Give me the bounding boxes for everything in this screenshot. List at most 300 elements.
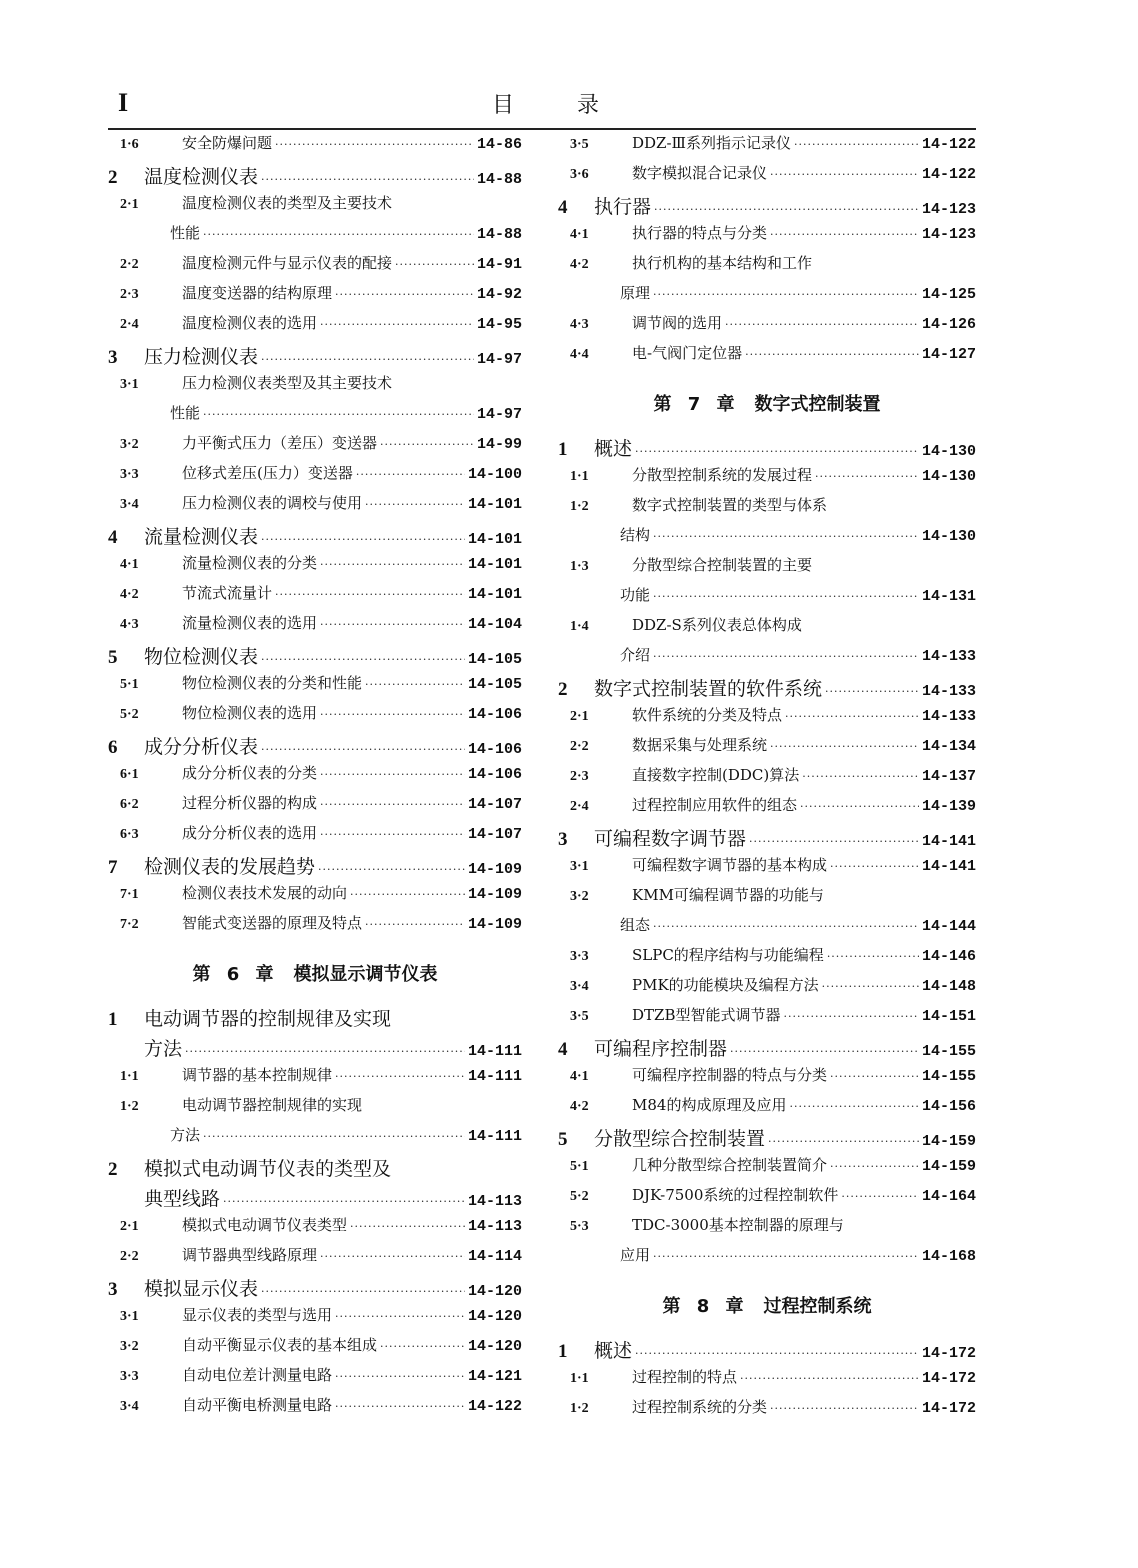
toc-subsection-entry — [108, 1064, 522, 1094]
toc-subsection-entry — [108, 1304, 522, 1334]
entry-page: 14-148 — [921, 978, 976, 995]
entry-number: 5·1 — [570, 1159, 589, 1174]
entry-number: 1·6 — [120, 137, 139, 152]
entry-page: 14-88 — [476, 171, 522, 188]
entry-title: 执行机构的基本结构和工作 — [632, 254, 813, 272]
dot-leader — [261, 1285, 465, 1298]
dot-leader — [725, 318, 919, 331]
entry-number: 3·4 — [120, 497, 139, 512]
dot-leader — [335, 288, 474, 301]
entry-title: 自动电位差计测量电路 — [182, 1366, 333, 1384]
toc-subsection-entry — [558, 704, 976, 734]
toc-subsection-entry — [558, 312, 976, 342]
entry-number: 4·3 — [570, 317, 589, 332]
entry-page: 14-144 — [921, 918, 976, 935]
entry-page: 14-123 — [921, 226, 976, 243]
toc-section-entry — [108, 522, 522, 552]
entry-title: 软件系统的分类及特点 — [632, 706, 783, 724]
entry-title: 流量检测仪表 — [144, 526, 259, 548]
entry-number: 2·1 — [120, 1219, 139, 1234]
dot-leader — [203, 1130, 465, 1143]
entry-title: 结构 — [620, 526, 651, 544]
entry-title: 电-气阀门定位器 — [632, 344, 743, 362]
entry-page: 14-172 — [921, 1400, 976, 1417]
entry-number: 3 — [108, 1279, 118, 1300]
toc-subsection-entry — [108, 282, 522, 312]
toc-subsection-entry — [558, 494, 976, 524]
dot-leader — [320, 768, 465, 781]
entry-number: 2·4 — [120, 317, 139, 332]
entry-title: 显示仪表的类型与选用 — [182, 1306, 333, 1324]
dot-leader — [802, 770, 919, 783]
entry-number: 1·2 — [120, 1099, 139, 1114]
entry-number: 7 — [108, 857, 118, 878]
entry-number: 2·3 — [120, 287, 139, 302]
entry-page: 14-106 — [467, 766, 522, 783]
dot-leader — [275, 588, 465, 601]
toc-subsection-entry — [108, 582, 522, 612]
toc-section-entry — [558, 824, 976, 854]
toc-subsection-entry — [558, 1094, 976, 1124]
dot-leader — [800, 800, 919, 813]
entry-title: SLPC的程序结构与功能编程 — [632, 946, 824, 964]
toc-section-entry — [108, 642, 522, 672]
entry-title: 执行器 — [594, 196, 652, 218]
entry-number: 6·1 — [120, 767, 139, 782]
dot-leader — [320, 318, 474, 331]
toc-subsection-entry — [108, 792, 522, 822]
dot-leader — [785, 710, 919, 723]
entry-title: 模拟显示仪表 — [144, 1278, 259, 1300]
dot-leader — [350, 1220, 465, 1233]
entry-page: 14-127 — [921, 346, 976, 363]
entry-page: 14-111 — [467, 1128, 522, 1145]
entry-number: 4·2 — [120, 587, 139, 602]
entry-page: 14-164 — [921, 1188, 976, 1205]
entry-title: 性能 — [170, 404, 201, 422]
entry-number: 1·1 — [570, 469, 589, 484]
entry-page: 14-109 — [467, 916, 522, 933]
toc-subsection-entry — [558, 764, 976, 794]
toc-subsection-entry — [558, 464, 976, 494]
entry-title: 分散型综合控制装置 — [594, 1128, 766, 1150]
toc-subsection-entry — [108, 882, 522, 912]
entry-number: 1·1 — [570, 1371, 589, 1386]
toc-subsection-entry — [108, 252, 522, 282]
dot-leader — [822, 980, 919, 993]
dot-leader — [830, 1160, 919, 1173]
dot-leader — [653, 1250, 919, 1263]
entry-title: 温度检测仪表的类型及主要技术 — [182, 194, 393, 212]
entry-title: DDZ-S系列仪表总体构成 — [632, 616, 802, 634]
toc-subsection-entry — [108, 402, 522, 432]
entry-number: 1·3 — [570, 559, 589, 574]
entry-page: 14-120 — [467, 1308, 522, 1325]
dot-leader — [335, 1370, 465, 1383]
entry-page: 14-141 — [921, 858, 976, 875]
entry-title: 调节器典型线路原理 — [182, 1246, 318, 1264]
entry-number: 4·4 — [570, 347, 589, 362]
entry-title: 可编程序控制器 — [594, 1038, 728, 1060]
entry-title: 力平衡式压力（差压）变送器 — [182, 434, 378, 452]
entry-title: 数字模拟混合记录仪 — [632, 164, 768, 182]
entry-title: 成分分析仪表 — [144, 736, 259, 758]
dot-leader — [365, 498, 465, 511]
dot-leader — [654, 203, 919, 216]
entry-number: 3·1 — [120, 377, 139, 392]
entry-number: 2·2 — [570, 739, 589, 754]
toc-subsection-entry — [558, 1004, 976, 1034]
toc-subsection-entry — [558, 644, 976, 674]
entry-page: 14-159 — [921, 1158, 976, 1175]
entry-page: 14-105 — [467, 651, 522, 668]
entry-page: 14-159 — [921, 1133, 976, 1150]
toc-subsection-entry — [558, 342, 976, 372]
entry-number: 2·2 — [120, 1249, 139, 1264]
entry-title: 位移式差压(压力）变送器 — [182, 464, 353, 482]
toc-subsection-entry — [558, 974, 976, 1004]
dot-leader — [380, 1340, 465, 1353]
toc-subsection-entry — [108, 702, 522, 732]
entry-title: 安全防爆问题 — [182, 134, 273, 152]
entry-title: 组态 — [620, 916, 651, 934]
entry-title: 压力检测仪表的调校与使用 — [182, 494, 363, 512]
toc-subsection-entry — [108, 1124, 522, 1154]
entry-page: 14-137 — [921, 768, 976, 785]
page-title: 目 录 — [492, 93, 627, 118]
entry-number: 6·3 — [120, 827, 139, 842]
entry-number: 3·5 — [570, 1009, 589, 1024]
entry-number: 1·1 — [120, 1069, 139, 1084]
entry-title: 温度检测仪表 — [144, 166, 259, 188]
entry-title: 过程分析仪器的构成 — [182, 794, 318, 812]
dot-leader — [275, 138, 474, 151]
toc-left-column — [108, 132, 522, 1424]
entry-page: 14-126 — [921, 316, 976, 333]
toc-section-entry — [558, 674, 976, 704]
entry-page: 14-122 — [921, 136, 976, 153]
toc-section-entry — [558, 1336, 976, 1366]
entry-number: 1 — [558, 439, 568, 460]
entry-title: TDC-3000基本控制器的原理与 — [632, 1216, 844, 1234]
toc-subsection-entry — [108, 222, 522, 252]
entry-page: 14-134 — [921, 738, 976, 755]
dot-leader — [318, 863, 465, 876]
dot-leader — [261, 533, 465, 546]
toc-subsection-entry — [108, 912, 522, 942]
toc-subsection-entry — [108, 312, 522, 342]
entry-title: PMK的功能模块及编程方法 — [632, 976, 819, 994]
entry-page: 14-91 — [476, 256, 522, 273]
entry-number: 2·1 — [120, 197, 139, 212]
entry-page: 14-101 — [467, 531, 522, 548]
dot-leader — [830, 1070, 919, 1083]
entry-page: 14-113 — [467, 1218, 522, 1235]
entry-page: 14-168 — [921, 1248, 976, 1265]
page-number: I — [118, 88, 129, 117]
entry-title: 节流式流量计 — [182, 584, 273, 602]
entry-page: 14-113 — [467, 1193, 522, 1210]
entry-title: 可编程数字调节器的基本构成 — [632, 856, 828, 874]
dot-leader — [770, 168, 919, 181]
toc-subsection-entry — [558, 734, 976, 764]
toc-subsection-entry — [558, 794, 976, 824]
dot-leader — [261, 653, 465, 666]
entry-page: 14-101 — [467, 556, 522, 573]
chapter-heading — [558, 372, 976, 434]
entry-page: 14-156 — [921, 1098, 976, 1115]
entry-page: 14-97 — [476, 351, 522, 368]
dot-leader — [749, 835, 919, 848]
entry-number: 1 — [108, 1009, 118, 1030]
entry-page: 14-120 — [467, 1283, 522, 1300]
entry-title: 自动平衡显示仪表的基本组成 — [182, 1336, 378, 1354]
entry-title: 可编程数字调节器 — [594, 828, 747, 850]
entry-number: 6 — [108, 737, 118, 758]
toc-subsection-entry — [558, 1366, 976, 1396]
dot-leader — [841, 1190, 919, 1203]
entry-number: 5 — [558, 1129, 568, 1150]
dot-leader — [825, 685, 919, 698]
toc-subsection-entry — [558, 1064, 976, 1094]
toc-section-entry — [108, 732, 522, 762]
toc-subsection-entry — [558, 132, 976, 162]
entry-title: 调节阀的选用 — [632, 314, 723, 332]
toc-subsection-entry — [558, 1154, 976, 1184]
entry-number: 3·2 — [120, 1339, 139, 1354]
entry-number: 3·3 — [570, 949, 589, 964]
entry-number: 3 — [558, 829, 568, 850]
entry-title: 温度检测仪表的选用 — [182, 314, 318, 332]
dot-leader — [320, 558, 465, 571]
toc-subsection-entry — [108, 492, 522, 522]
toc-section-entry — [558, 1034, 976, 1064]
entry-title: 分散型综合控制装置的主要 — [632, 556, 813, 574]
toc-subsection-entry — [108, 432, 522, 462]
dot-leader — [261, 173, 474, 186]
toc-subsection-entry — [108, 372, 522, 402]
entry-title: 检测仪表的发展趋势 — [144, 856, 316, 878]
toc-subsection-entry — [558, 554, 976, 584]
entry-page: 14-114 — [467, 1248, 522, 1265]
chapter-title: 过程控制系统 — [763, 1296, 872, 1317]
entry-page: 14-121 — [467, 1368, 522, 1385]
toc-subsection-entry — [558, 854, 976, 884]
entry-page: 14-109 — [467, 886, 522, 903]
entry-page: 14-172 — [921, 1370, 976, 1387]
header-rule — [108, 128, 976, 130]
entry-title: 数据采集与处理系统 — [632, 736, 768, 754]
entry-title: 分散型控制系统的发展过程 — [632, 466, 813, 484]
entry-number: 3·1 — [570, 859, 589, 874]
toc-subsection-entry — [108, 822, 522, 852]
toc-subsection-entry — [558, 282, 976, 312]
entry-number: 3·2 — [570, 889, 589, 904]
entry-number: 4·1 — [570, 227, 589, 242]
dot-leader — [261, 743, 465, 756]
toc-section-entry — [108, 1184, 522, 1214]
dot-leader — [783, 1010, 919, 1023]
toc-subsection-entry — [108, 462, 522, 492]
dot-leader — [320, 1250, 465, 1263]
dot-leader — [350, 888, 465, 901]
dot-leader — [203, 228, 474, 241]
entry-number: 6·2 — [120, 797, 139, 812]
toc-subsection-entry — [108, 1334, 522, 1364]
entry-title: 方法 — [144, 1038, 183, 1060]
dot-leader — [335, 1310, 465, 1323]
dot-leader — [653, 650, 919, 663]
chapter-heading — [108, 942, 522, 1004]
entry-page: 14-88 — [476, 226, 522, 243]
entry-title: 介绍 — [620, 646, 651, 664]
entry-number: 7·1 — [120, 887, 139, 902]
entry-page: 14-101 — [467, 496, 522, 513]
entry-number: 5·2 — [570, 1189, 589, 1204]
entry-title: 温度检测元件与显示仪表的配接 — [182, 254, 393, 272]
entry-number: 3·4 — [570, 979, 589, 994]
chapter-title: 数字式控制装置 — [754, 394, 881, 415]
toc-section-entry — [558, 434, 976, 464]
entry-title: 电动调节器的控制规律及实现 — [144, 1008, 392, 1030]
entry-number: 3·5 — [570, 137, 589, 152]
chapter-title: 模拟显示调节仪表 — [293, 964, 438, 985]
entry-title: 概述 — [594, 438, 633, 460]
entry-page: 14-111 — [467, 1068, 522, 1085]
entry-title: 直接数字控制(DDC)算法 — [632, 766, 800, 784]
entry-title: 模拟式电动调节仪表类型 — [182, 1216, 348, 1234]
dot-leader — [335, 1400, 465, 1413]
dot-leader — [320, 828, 465, 841]
toc-subsection-entry — [558, 1214, 976, 1244]
toc-subsection-entry — [558, 1184, 976, 1214]
entry-number: 1·4 — [570, 619, 589, 634]
toc-subsection-entry — [558, 222, 976, 252]
entry-title: 物位检测仪表的选用 — [182, 704, 318, 722]
entry-title: 性能 — [170, 224, 201, 242]
dot-leader — [335, 1070, 465, 1083]
entry-number: 1 — [558, 1341, 568, 1362]
toc-subsection-entry — [558, 944, 976, 974]
entry-title: 检测仪表技术发展的动向 — [182, 884, 348, 902]
entry-page: 14-106 — [467, 706, 522, 723]
chapter-number: 第 7 章 — [653, 394, 735, 415]
entry-page: 14-109 — [467, 861, 522, 878]
dot-leader — [770, 228, 919, 241]
entry-title: 模拟式电动调节仪表的类型及 — [144, 1158, 392, 1180]
entry-title: 功能 — [620, 586, 651, 604]
entry-number: 5·1 — [120, 677, 139, 692]
dot-leader — [635, 1347, 919, 1360]
chapter-number: 第 6 章 — [192, 964, 274, 985]
entry-number: 2·3 — [570, 769, 589, 784]
dot-leader — [380, 438, 474, 451]
entry-page: 14-104 — [467, 616, 522, 633]
toc-subsection-entry — [108, 1214, 522, 1244]
toc-section-entry — [108, 1154, 522, 1184]
entry-page: 14-125 — [921, 286, 976, 303]
toc-subsection-entry — [108, 612, 522, 642]
entry-page: 14-123 — [921, 201, 976, 218]
entry-page: 14-100 — [467, 466, 522, 483]
dot-leader — [261, 353, 474, 366]
entry-number: 4 — [108, 527, 118, 548]
dot-leader — [794, 138, 919, 151]
entry-title: 几种分散型综合控制装置简介 — [632, 1156, 828, 1174]
entry-number: 5·3 — [570, 1219, 589, 1234]
entry-page: 14-130 — [921, 528, 976, 545]
entry-page: 14-95 — [476, 316, 522, 333]
entry-number: 3 — [108, 347, 118, 368]
chapter-number: 第 8 章 — [662, 1296, 744, 1317]
entry-page: 14-122 — [467, 1398, 522, 1415]
entry-title: DJK-7500系统的过程控制软件 — [632, 1186, 839, 1204]
toc-section-entry — [108, 852, 522, 882]
dot-leader — [770, 740, 919, 753]
dot-leader — [653, 590, 919, 603]
entry-title: 概述 — [594, 1340, 633, 1362]
entry-number: 2 — [108, 167, 118, 188]
toc-subsection-entry — [558, 1244, 976, 1274]
entry-number: 5·2 — [120, 707, 139, 722]
dot-leader — [320, 618, 465, 631]
entry-title: 过程控制应用软件的组态 — [632, 796, 798, 814]
dot-leader — [789, 1100, 919, 1113]
dot-leader — [768, 1135, 919, 1148]
entry-number: 4·3 — [120, 617, 139, 632]
dot-leader — [653, 920, 919, 933]
entry-page: 14-146 — [921, 948, 976, 965]
entry-number: 3·3 — [120, 1369, 139, 1384]
entry-number: 4·2 — [570, 257, 589, 272]
entry-number: 4·1 — [570, 1069, 589, 1084]
dot-leader — [203, 408, 474, 421]
entry-number: 2·1 — [570, 709, 589, 724]
entry-page: 14-111 — [467, 1043, 522, 1060]
toc-section-entry — [108, 1004, 522, 1034]
entry-title: 温度变送器的结构原理 — [182, 284, 333, 302]
toc-section-entry — [558, 192, 976, 222]
dot-leader — [320, 798, 465, 811]
entry-page: 14-133 — [921, 648, 976, 665]
dot-leader — [185, 1045, 465, 1058]
dot-leader — [365, 918, 465, 931]
dot-leader — [770, 1402, 919, 1415]
entry-page: 14-155 — [921, 1068, 976, 1085]
entry-number: 4 — [558, 1039, 568, 1060]
entry-number: 3·2 — [120, 437, 139, 452]
entry-page: 14-130 — [921, 468, 976, 485]
entry-page: 14-106 — [467, 741, 522, 758]
entry-page: 14-130 — [921, 443, 976, 460]
toc-right-column — [558, 132, 976, 1426]
entry-title: 自动平衡电桥测量电路 — [182, 1396, 333, 1414]
entry-page: 14-133 — [921, 708, 976, 725]
toc-section-entry — [558, 1124, 976, 1154]
entry-title: 流量检测仪表的选用 — [182, 614, 318, 632]
dot-leader — [320, 708, 465, 721]
toc-subsection-entry — [558, 524, 976, 554]
entry-title: 智能式变送器的原理及特点 — [182, 914, 363, 932]
entry-page: 14-155 — [921, 1043, 976, 1060]
entry-number: 4 — [558, 197, 568, 218]
dot-leader — [395, 258, 474, 271]
toc-section-entry — [108, 1034, 522, 1064]
entry-page: 14-107 — [467, 826, 522, 843]
entry-page: 14-97 — [476, 406, 522, 423]
entry-number: 4·1 — [120, 557, 139, 572]
toc-subsection-entry — [108, 132, 522, 162]
